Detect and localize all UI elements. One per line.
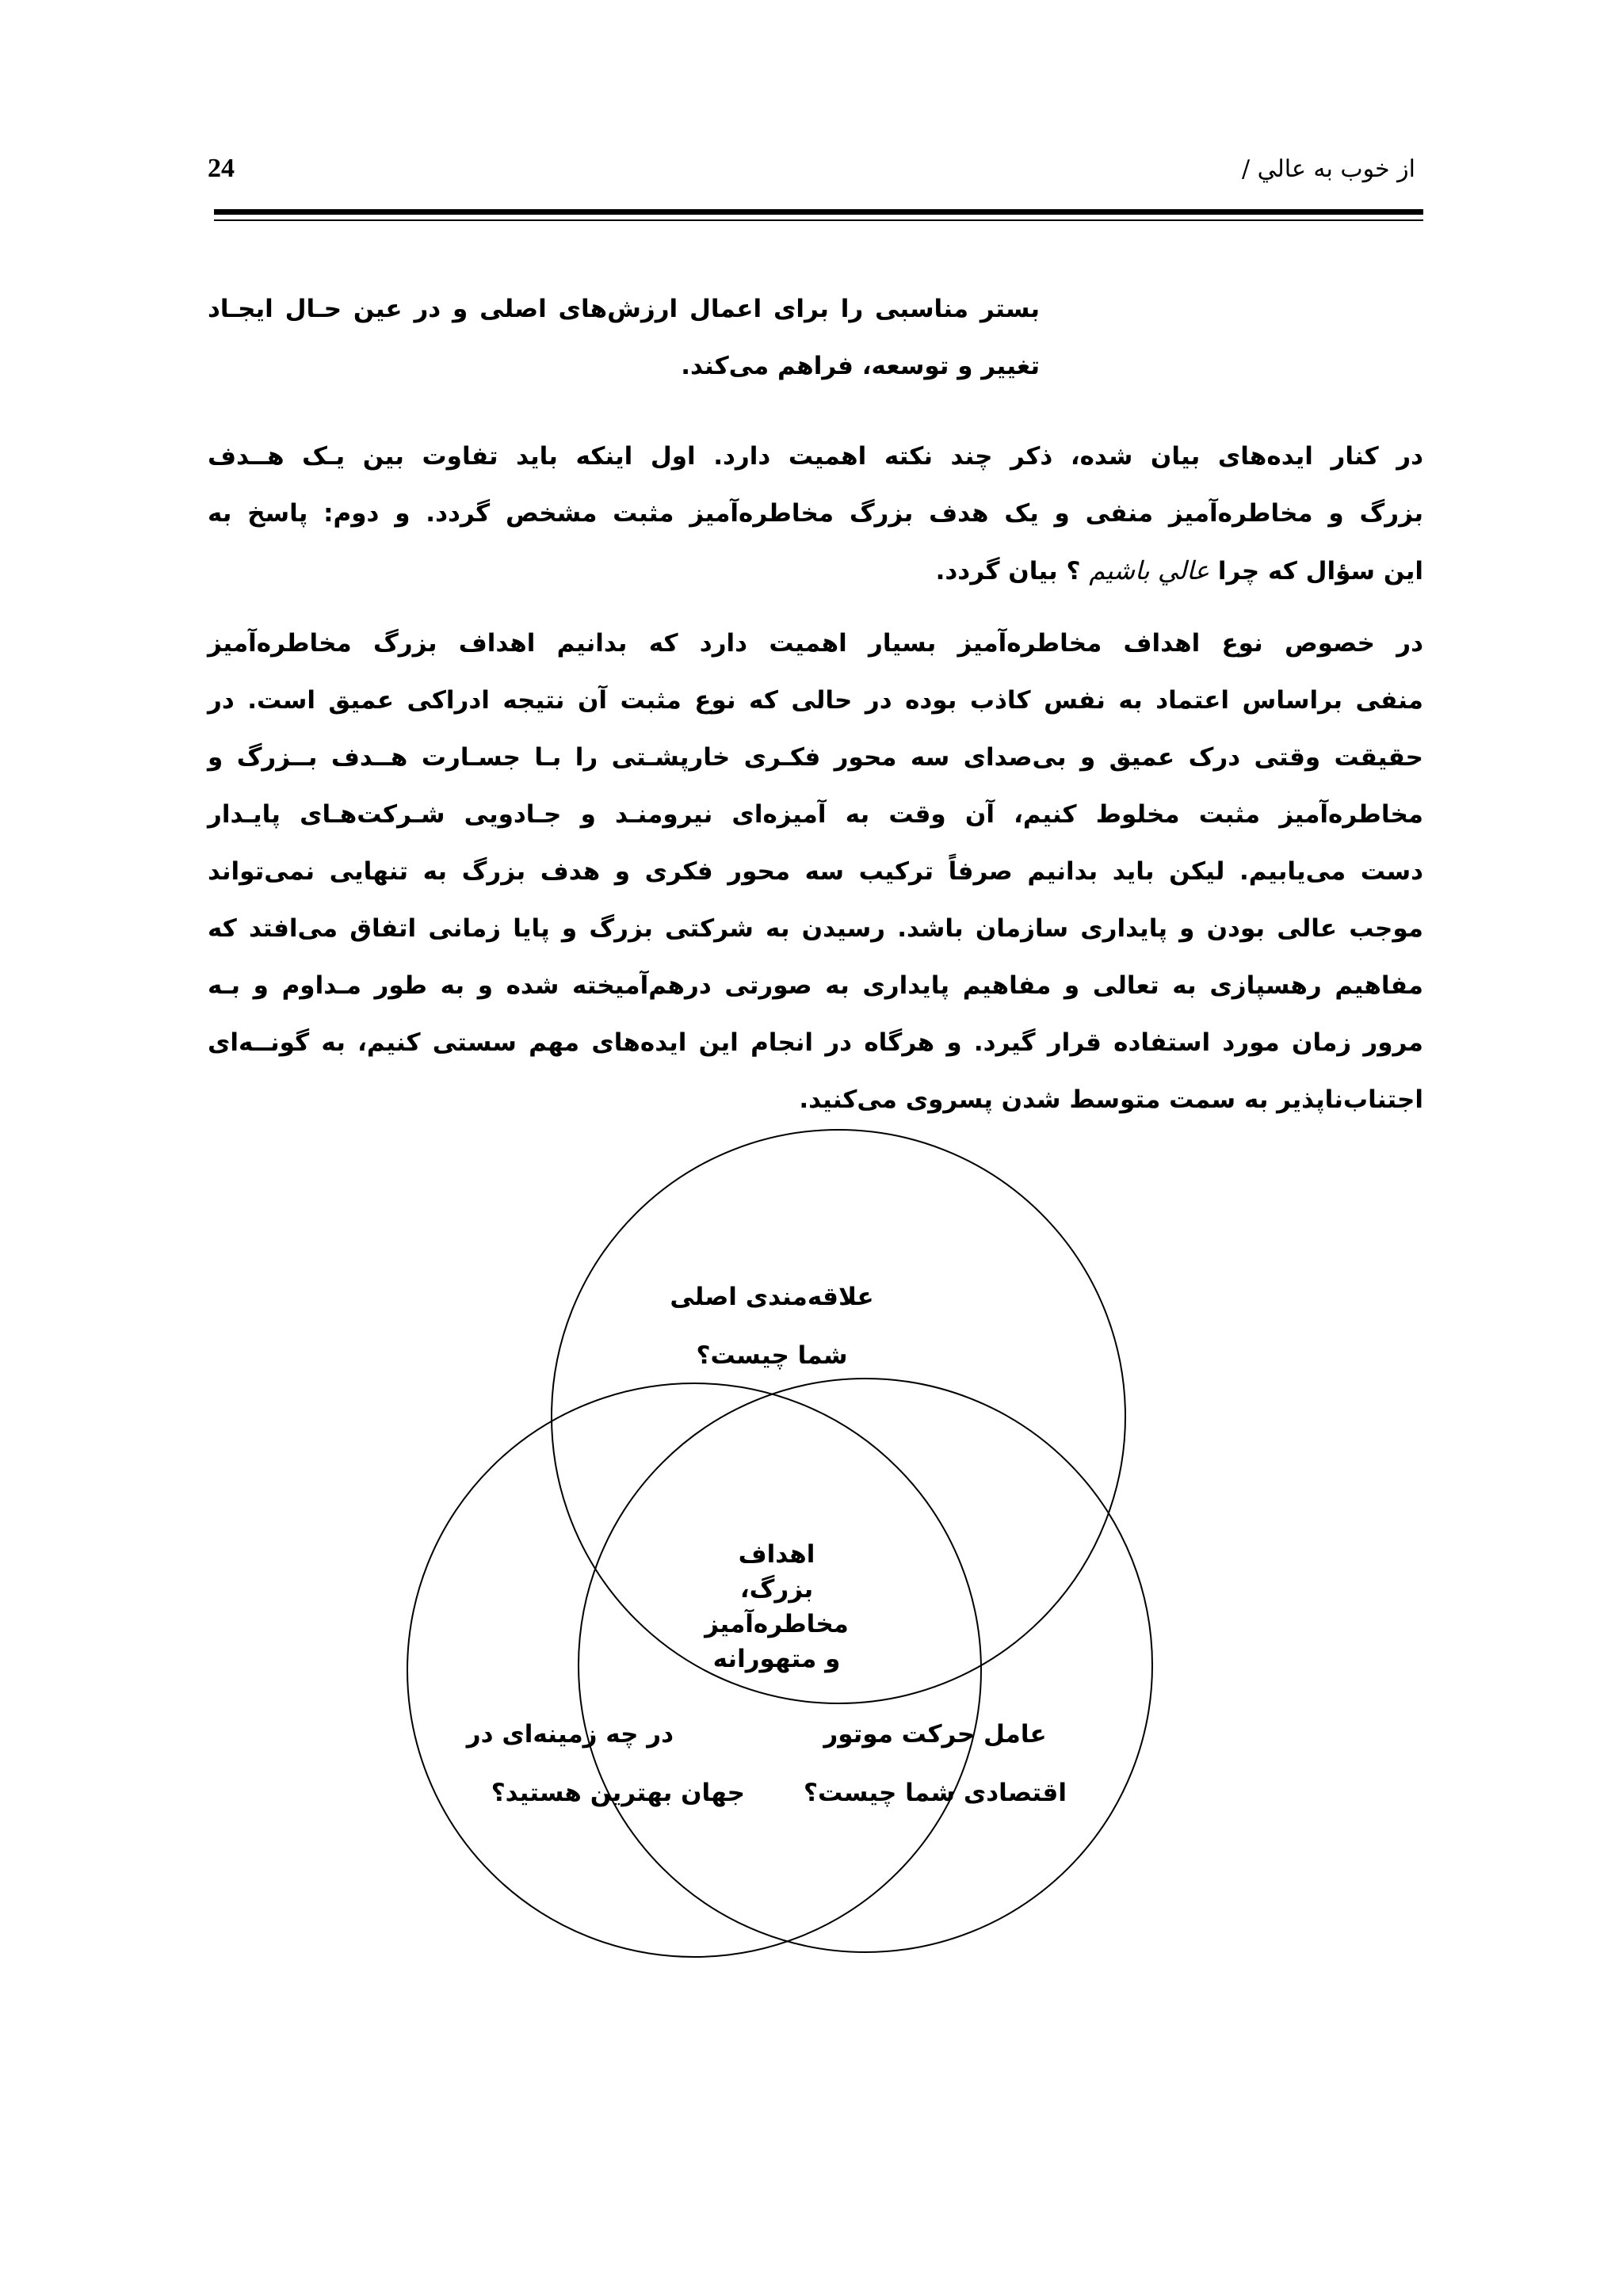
venn-label-top [637,1268,907,1385]
running-header-title: از خوب به عالي / [1242,155,1415,183]
venn-label-left [444,1705,745,1822]
venn-label-line: و متهورانه [712,1645,841,1673]
page-number: 24 [208,154,235,183]
venn-label-line: عامل حرکت موتور [823,1720,1047,1749]
text-line: در خصوص نوع اهداف مخاطره‌آمیز بسیار اهمیت دارد که بدانیم اهداف بزرگ مخاطره‌آمیز [208,629,1423,658]
venn-label-line: شما چیست؟ [696,1341,848,1370]
text-line: بستر مناسبی را برای اعمال ارزش‌های اصلی و در عین حـال ایجـاد [208,295,1040,323]
text-line: بزرگ و مخاطره‌آمیز منفی و یک هدف بزرگ مخاطره‌آمیز مثبت مشخص گردد. و دوم: پاسخ به [208,499,1423,528]
text-fragment: ؟ بیان گردد. [935,557,1081,585]
text-line: تغییر و توسعه، فراهم می‌کند. [681,352,1040,380]
venn-label-line: اقتصادی شما چیست؟ [804,1779,1067,1807]
text-line: حقیقت وقتی درک عمیق و بی‌صدای سه محور فکـری خارپشـتی را بـا جسـارت هــدف بــزرگ و [208,743,1423,772]
text-fragment: این سؤال که چرا [1217,557,1423,585]
text-line: مفاهیم رهسپازی به تعالی و مفاهیم پایداری به صورتی درهم‌آمیخته شده و به طور مـداوم و بـه [208,971,1423,1000]
venn-label-line: بزرگ، [739,1575,814,1604]
text-line: مرور زمان مورد استفاده قرار گیرد. و هرگاه در انجام این ایده‌های مهم سستی کنیم، به گونــه‌ای [208,1028,1423,1057]
venn-label-line: در چه زمینه‌ای در [466,1720,674,1749]
venn-label-right [785,1705,1086,1822]
text-line: منفی براساس اعتماد به نفس کاذب بوده در حالی که نوع مثبت آن نتیجه ادراکی عمیق است. در [208,686,1423,715]
emphasized-phrase: عالي باشيم [1089,555,1210,585]
venn-label-center [678,1537,876,1676]
text-line: موجب عالی بودن و پایداری سازمان باشد. رسیدن به شرکتی بزرگ و پایا زمانی اتفاق می‌افتد که [208,914,1423,943]
text-line: دست می‌یابیم. لیکن باید بدانیم صرفاً ترکیب سه محور فکری و هدف بزرگ به تنهایی نمی‌تواند [208,857,1423,886]
venn-label-line: مخاطره‌آمیز [705,1610,849,1638]
text-line: در کنار ایده‌های بیان شده، ذکر چند نکته اهمیت دارد. اول اینکه باید تفاوت بین یـک هــدف [208,442,1423,471]
venn-label-line: علاقه‌مندی اصلی [670,1283,874,1311]
text-line: اجتناب‌ناپذیر به سمت متوسط شدن پسروی می‌کنید. [799,1085,1423,1114]
venn-label-line: جهان بهترین هستید؟ [491,1779,745,1807]
venn-label-line: اهداف [738,1540,815,1569]
text-line: مخاطره‌آمیز مثبت مخلوط کنیم، آن وقت به آمیزه‌ای نیرومنـد و جـادویی شـرکت‌هـای پایـدار [208,800,1423,829]
